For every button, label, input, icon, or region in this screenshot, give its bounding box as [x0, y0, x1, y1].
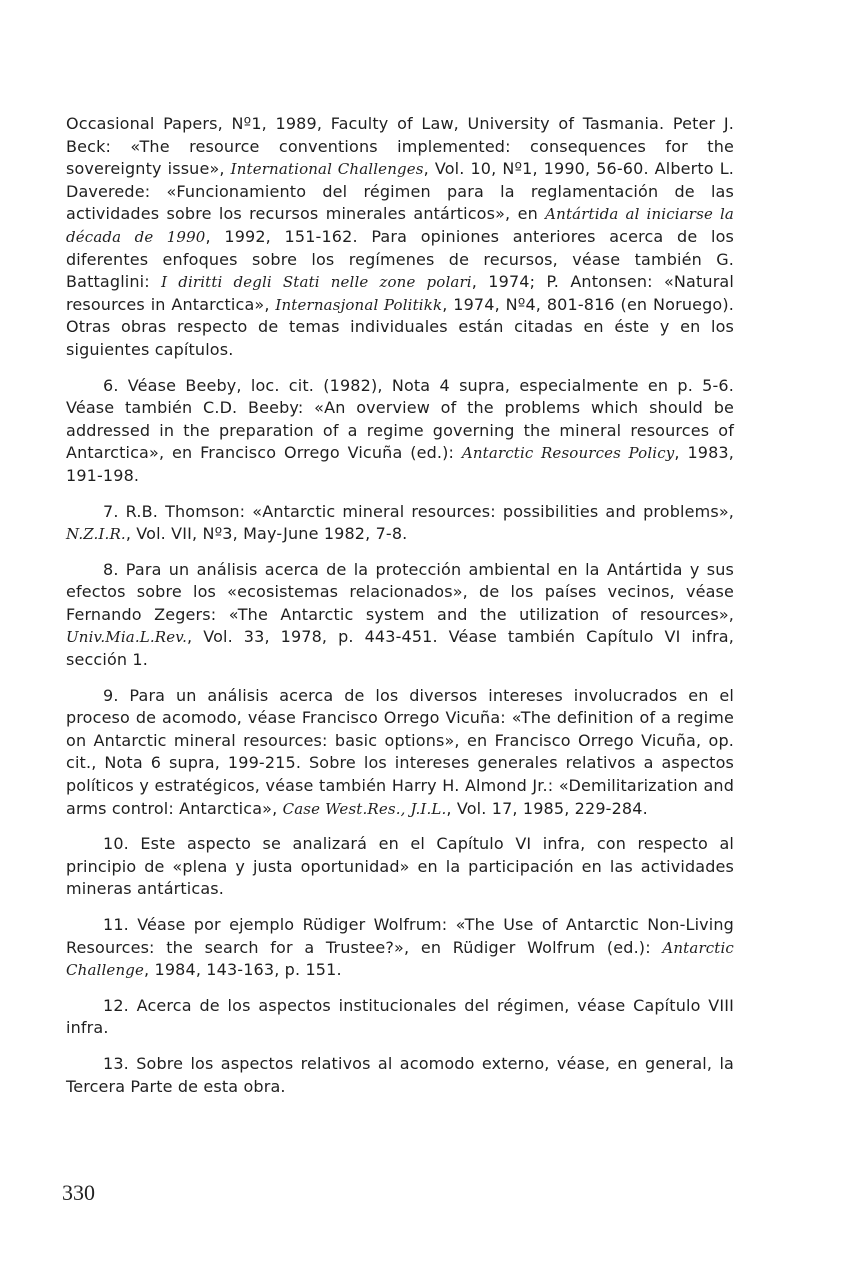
text-run: , 1984, 143-163, p. 151. [144, 960, 342, 980]
italic-title: Internasjonal Politikk [275, 295, 443, 314]
text-run: , 1974, Nº4, 801-816 (en Noruego). Otras obras respecto de temas individuales están citadas en éste y en los siguientes capítulos. [66, 294, 734, 359]
footnote-8 [66, 559, 734, 672]
text-run: , Vol. 33, 1978, p. 443-451. Véase también Capítulo VI infra, sección 1. [66, 627, 734, 670]
italic-title: I diritti degli Stati nelle zone polari [161, 273, 472, 292]
footnote-10 [66, 833, 734, 901]
footnote-6 [66, 375, 734, 488]
italic-title: International Challenges [230, 160, 424, 179]
text-run: 11. Véase por ejemplo Rüdiger Wolfrum: «The Use of Antarctic Non-Living Resources: the search for a Trustee?», en Rüdiger Wolfrum (ed.): [66, 915, 734, 957]
italic-title: Antarctic Challenge [66, 938, 734, 980]
italic-title: Antártida al iniciarse la década de 1990 [66, 205, 734, 246]
footnote-continuation [66, 113, 734, 362]
footnotes-body [66, 113, 734, 1098]
text-run: 10. Este aspecto se analizará en el Capítulo VI infra, con respecto al principio de «plena y justa oportunidad» en la participación en las actividades mineras antárticas. [66, 834, 734, 899]
text-run: , Vol. VII, Nº3, May-June 1982, 7-8. [125, 524, 408, 544]
italic-title: Univ.Mia.L.Rev. [66, 628, 188, 647]
text-run: , Vol. 10, Nº1, 1990, 56-60. Alberto L. Daverede: «Funcionamiento del régimen para la reglamentación de las actividades sobre los recursos minerales antárticos», en [66, 159, 735, 224]
text-run: 8. Para un análisis acerca de la protección ambiental en la Antártida y sus efectos sobre los «ecosistemas relacionados», de los países vecinos, véase Fernando Zegers: «The Antarctic system and the utilization of resources», [66, 559, 734, 624]
footnote-13 [66, 1053, 734, 1098]
footnote-7 [66, 501, 734, 546]
footnote-12 [66, 995, 734, 1040]
text-run: 13. Sobre los aspectos relativos al acomodo externo, véase, en general, la Tercera Parte de esta obra. [66, 1053, 734, 1096]
text-run: 9. Para un análisis acerca de los diversos intereses involucrados en el proceso de acomodo, véase Francisco Orrego Vicuña: «The definition of a regime on Antarctic mineral resources: basic options», en Francisco Orrego Vicuña, op. cit., Nota 6 supra, 199-215. Sobre los intereses generales relativos a aspectos políticos y estratégicos, véase también Harry H. Almond Jr.: «Demilitarization and arms control: Antarctica», [66, 685, 734, 818]
text-run: , 1992, 151-162. Para opiniones anteriores acerca de los diferentes enfoques sobre los regímenes de recursos, véase también G. Battaglini: [66, 226, 734, 292]
footnote-9 [66, 685, 734, 821]
text-run: 6. Véase Beeby, loc. cit. (1982), Nota 4 supra, especialmente en p. 5-6. Véase también C.D. Beeby: «An overview of the problems which should be addressed in the preparation of a regime governing the mineral resources of Antarctica», en Francisco Orrego Vicuña (ed.): [66, 375, 734, 463]
text-run: 7. R.B. Thomson: «Antarctic mineral resources: possibilities and problems», [103, 501, 734, 521]
italic-title: N.Z.I.R. [66, 525, 126, 544]
text-run: , 1974; P. Antonsen: «Natural resources in Antarctica», [66, 272, 734, 314]
text-run: , 1983, 191-198. [66, 443, 735, 485]
italic-title: Case West.Res., J.I.L. [282, 799, 447, 818]
text-run: 12. Acerca de los aspectos institucionales del régimen, véase Capítulo VIII infra. [66, 995, 734, 1038]
italic-title: Antarctic Resources Policy [461, 444, 675, 463]
page-number: 330 [62, 1180, 95, 1205]
text-run: , Vol. 17, 1985, 229-284. [446, 798, 648, 818]
footnote-11 [66, 914, 734, 982]
text-run: Occasional Papers, Nº1, 1989, Faculty of Law, University of Tasmania. Peter J. Beck: «The resource conventions implemented: consequences for the sovereignty issue», [66, 114, 734, 179]
